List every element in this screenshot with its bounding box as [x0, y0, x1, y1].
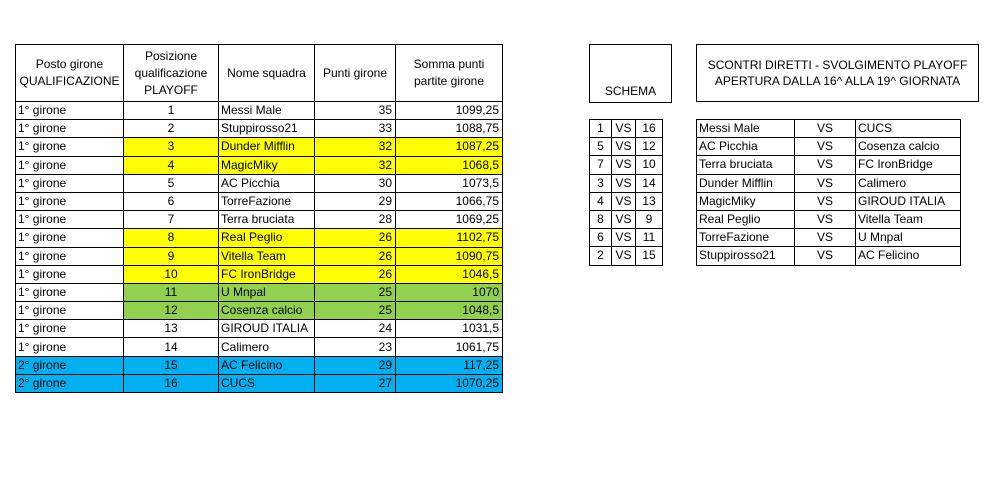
table-row: [16, 320, 503, 338]
header-nome-squadra: Nome squadra: [219, 45, 315, 102]
scontri-away-team: Calimero: [856, 174, 961, 192]
schema-seed-b: 15: [636, 247, 663, 265]
cell-posto-girone: 1° girone: [16, 320, 124, 338]
cell-posto-girone: 1° girone: [16, 174, 124, 192]
scontri-home-team: TorreFazione: [697, 229, 795, 247]
schema-vs: VS: [612, 120, 636, 138]
scontri-row: [697, 192, 961, 210]
schema-header: SCHEMA: [590, 45, 672, 103]
scontri-body: [697, 120, 961, 266]
schema-seed-b: 9: [636, 210, 663, 228]
standings-body: [16, 102, 503, 393]
cell-posto-girone: 1° girone: [16, 265, 124, 283]
schema-header-table: [589, 44, 672, 103]
schema-seed-a: 8: [590, 210, 612, 228]
scontri-away-team: GIROUD ITALIA: [856, 192, 961, 210]
cell-posto-girone: 1° girone: [16, 102, 124, 120]
cell-nome-squadra: Dunder Mifflin: [219, 138, 315, 156]
table-row: [16, 229, 503, 247]
cell-posto-girone: 1° girone: [16, 138, 124, 156]
cell-posizione: 15: [124, 356, 219, 374]
cell-somma: 1073,5: [396, 174, 503, 192]
cell-punti: 26: [315, 247, 396, 265]
standings-table: [15, 44, 503, 393]
cell-punti: 28: [315, 211, 396, 229]
schema-vs: VS: [612, 247, 636, 265]
scontri-vs: VS: [795, 138, 856, 156]
scontri-header-line1: SCONTRI DIRETTI - SVOLGIMENTO PLAYOFF: [707, 58, 968, 72]
cell-somma: 1070: [396, 283, 503, 301]
cell-posto-girone: 1° girone: [16, 229, 124, 247]
cell-punti: 29: [315, 192, 396, 210]
schema-vs: VS: [612, 138, 636, 156]
scontri-header-line2: APERTURA DALLA 16^ ALLA 19^ GIORNATA: [714, 74, 961, 88]
cell-somma: 1068,5: [396, 156, 503, 174]
scontri-row: [697, 174, 961, 192]
scontri-row: [697, 210, 961, 228]
cell-posto-girone: 1° girone: [16, 192, 124, 210]
table-row: [16, 192, 503, 210]
cell-somma: 1090,75: [396, 247, 503, 265]
schema-vs: VS: [612, 174, 636, 192]
scontri-row: [697, 229, 961, 247]
scontri-row: [697, 120, 961, 138]
header-somma-punti: Somma punti partite girone: [396, 45, 503, 102]
cell-somma: 1069,25: [396, 211, 503, 229]
schema-seed-a: 3: [590, 174, 612, 192]
cell-punti: 26: [315, 229, 396, 247]
schema-vs: VS: [612, 156, 636, 174]
cell-somma: 1031,5: [396, 320, 503, 338]
cell-posto-girone: 1° girone: [16, 247, 124, 265]
cell-posizione: 13: [124, 320, 219, 338]
cell-posizione: 16: [124, 374, 219, 392]
cell-nome-squadra: TorreFazione: [219, 192, 315, 210]
header-posto-girone: Posto girone QUALIFICAZIONE: [16, 45, 124, 102]
scontri-away-team: AC Felicino: [856, 247, 961, 265]
cell-posizione: 9: [124, 247, 219, 265]
scontri-away-team: U Mnpal: [856, 229, 961, 247]
schema-seed-b: 16: [636, 120, 663, 138]
scontri-header: [697, 45, 979, 102]
schema-seed-a: 1: [590, 120, 612, 138]
cell-nome-squadra: Vitella Team: [219, 247, 315, 265]
cell-nome-squadra: Cosenza calcio: [219, 302, 315, 320]
cell-posizione: 10: [124, 265, 219, 283]
cell-posto-girone: 2° girone: [16, 356, 124, 374]
cell-somma: 1048,5: [396, 302, 503, 320]
schema-vs: VS: [612, 192, 636, 210]
scontri-away-team: FC IronBridge: [856, 156, 961, 174]
cell-punti: 29: [315, 356, 396, 374]
cell-posto-girone: 2° girone: [16, 374, 124, 392]
cell-somma: 1087,25: [396, 138, 503, 156]
cell-somma: 1066,75: [396, 192, 503, 210]
scontri-row: [697, 156, 961, 174]
cell-somma: 1070,25: [396, 374, 503, 392]
cell-posizione: 11: [124, 283, 219, 301]
table-row: [16, 265, 503, 283]
cell-nome-squadra: U Mnpal: [219, 283, 315, 301]
cell-somma: 1099,25: [396, 102, 503, 120]
cell-nome-squadra: Terra bruciata: [219, 211, 315, 229]
cell-nome-squadra: Messi Male: [219, 102, 315, 120]
table-row: [16, 102, 503, 120]
cell-posizione: 12: [124, 302, 219, 320]
cell-posizione: 5: [124, 174, 219, 192]
cell-nome-squadra: GIROUD ITALIA: [219, 320, 315, 338]
scontri-home-team: Dunder Mifflin: [697, 174, 795, 192]
scontri-home-team: Stuppirosso21: [697, 247, 795, 265]
scontri-vs: VS: [795, 174, 856, 192]
table-row: [16, 302, 503, 320]
cell-nome-squadra: AC Picchia: [219, 174, 315, 192]
cell-nome-squadra: Real Peglio: [219, 229, 315, 247]
cell-posizione: 3: [124, 138, 219, 156]
standings-header-row: [16, 45, 503, 102]
cell-posto-girone: 1° girone: [16, 120, 124, 138]
cell-posto-girone: 1° girone: [16, 283, 124, 301]
cell-nome-squadra: Calimero: [219, 338, 315, 356]
schema-seed-b: 12: [636, 138, 663, 156]
scontri-header-table: [696, 44, 979, 102]
cell-posizione: 14: [124, 338, 219, 356]
header-posizione-playoff: Posizione qualificazione PLAYOFF: [124, 45, 219, 102]
schema-seed-a: 5: [590, 138, 612, 156]
schema-vs: VS: [612, 229, 636, 247]
scontri-away-team: Cosenza calcio: [856, 138, 961, 156]
cell-nome-squadra: CUCS: [219, 374, 315, 392]
table-row: [16, 374, 503, 392]
scontri-away-team: CUCS: [856, 120, 961, 138]
cell-posizione: 8: [124, 229, 219, 247]
scontri-table: [696, 119, 961, 266]
table-row: [16, 338, 503, 356]
cell-punti: 26: [315, 265, 396, 283]
cell-punti: 25: [315, 283, 396, 301]
cell-posizione: 7: [124, 211, 219, 229]
cell-punti: 32: [315, 156, 396, 174]
table-row: [16, 356, 503, 374]
cell-somma: 1088,75: [396, 120, 503, 138]
cell-somma: 1102,75: [396, 229, 503, 247]
cell-punti: 24: [315, 320, 396, 338]
cell-posizione: 2: [124, 120, 219, 138]
schema-seed-a: 4: [590, 192, 612, 210]
scontri-vs: VS: [795, 210, 856, 228]
scontri-vs: VS: [795, 192, 856, 210]
table-row: [16, 120, 503, 138]
cell-nome-squadra: FC IronBridge: [219, 265, 315, 283]
cell-punti: 23: [315, 338, 396, 356]
schema-row: [590, 247, 663, 265]
scontri-row: [697, 247, 961, 265]
schema-row: [590, 210, 663, 228]
scontri-home-team: Terra bruciata: [697, 156, 795, 174]
cell-punti: 30: [315, 174, 396, 192]
table-row: [16, 283, 503, 301]
table-row: [16, 247, 503, 265]
schema-seed-b: 10: [636, 156, 663, 174]
cell-punti: 32: [315, 138, 396, 156]
cell-punti: 25: [315, 302, 396, 320]
table-row: [16, 211, 503, 229]
scontri-away-team: Vitella Team: [856, 210, 961, 228]
schema-row: [590, 174, 663, 192]
cell-somma: 1046,5: [396, 265, 503, 283]
schema-seed-a: 7: [590, 156, 612, 174]
schema-row: [590, 138, 663, 156]
cell-nome-squadra: MagicMiky: [219, 156, 315, 174]
cell-posizione: 1: [124, 102, 219, 120]
table-row: [16, 156, 503, 174]
scontri-vs: VS: [795, 229, 856, 247]
cell-posto-girone: 1° girone: [16, 156, 124, 174]
schema-body: [590, 120, 663, 266]
schema-row: [590, 192, 663, 210]
scontri-vs: VS: [795, 120, 856, 138]
schema-table: [589, 119, 663, 266]
scontri-row: [697, 138, 961, 156]
schema-vs: VS: [612, 210, 636, 228]
scontri-home-team: MagicMiky: [697, 192, 795, 210]
cell-somma: 117,25: [396, 356, 503, 374]
cell-nome-squadra: Stuppirosso21: [219, 120, 315, 138]
schema-seed-a: 2: [590, 247, 612, 265]
table-row: [16, 174, 503, 192]
cell-posto-girone: 1° girone: [16, 302, 124, 320]
schema-seed-b: 11: [636, 229, 663, 247]
scontri-home-team: AC Picchia: [697, 138, 795, 156]
schema-row: [590, 120, 663, 138]
header-punti-girone: Punti girone: [315, 45, 396, 102]
cell-punti: 27: [315, 374, 396, 392]
schema-row: [590, 229, 663, 247]
schema-seed-b: 14: [636, 174, 663, 192]
scontri-home-team: Messi Male: [697, 120, 795, 138]
cell-posizione: 4: [124, 156, 219, 174]
cell-posto-girone: 1° girone: [16, 211, 124, 229]
cell-somma: 1061,75: [396, 338, 503, 356]
cell-posizione: 6: [124, 192, 219, 210]
scontri-vs: VS: [795, 247, 856, 265]
schema-row: [590, 156, 663, 174]
cell-punti: 35: [315, 102, 396, 120]
schema-seed-b: 13: [636, 192, 663, 210]
cell-nome-squadra: AC Felicino: [219, 356, 315, 374]
schema-seed-a: 6: [590, 229, 612, 247]
scontri-home-team: Real Peglio: [697, 210, 795, 228]
cell-posto-girone: 1° girone: [16, 338, 124, 356]
scontri-vs: VS: [795, 156, 856, 174]
table-row: [16, 138, 503, 156]
cell-punti: 33: [315, 120, 396, 138]
